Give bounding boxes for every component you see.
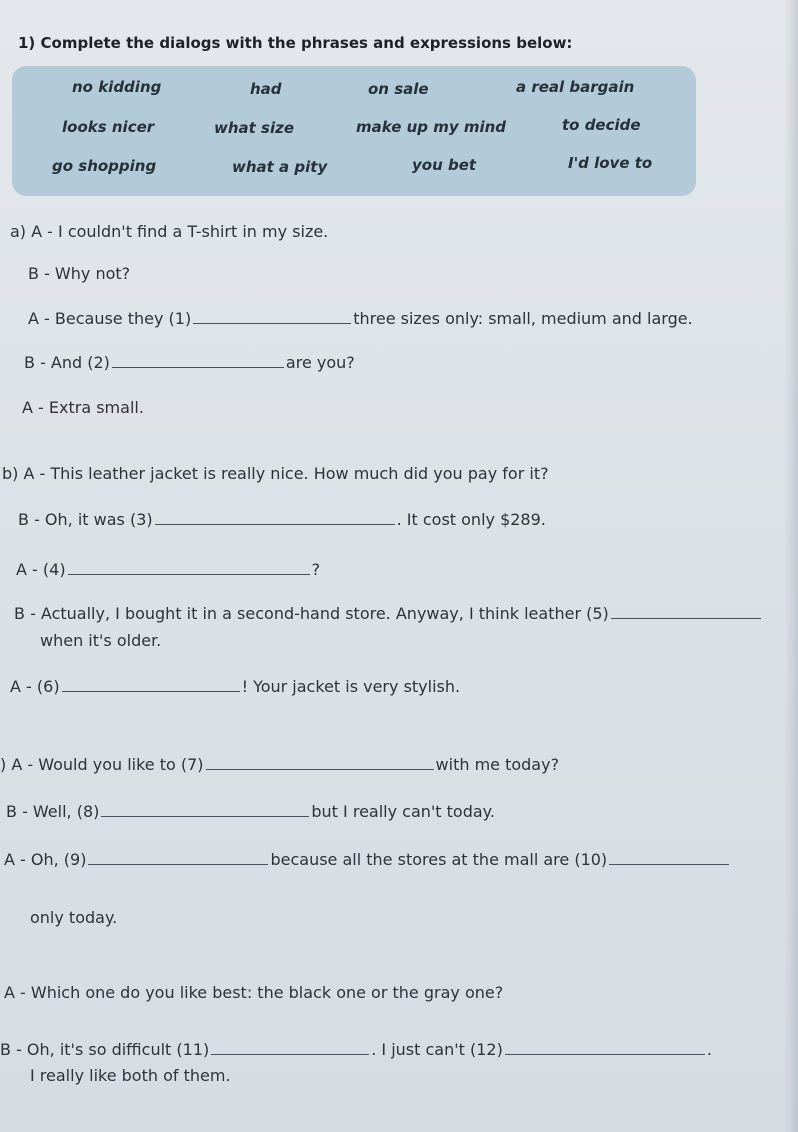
dialog-a-line-4: B - And (2) are you? (24, 353, 355, 372)
dialog-c-line-3: A - Oh, (9) because all the stores at the mall are (10) (4, 850, 731, 869)
answer-blank-10[interactable] (609, 863, 729, 865)
phrase-item: no kidding (72, 78, 162, 96)
answer-blank-8[interactable] (101, 815, 309, 817)
answer-blank-2[interactable] (112, 366, 284, 368)
phrase-item: I'd love to (568, 154, 653, 172)
answer-blank-5[interactable] (611, 617, 761, 619)
answer-blank-7[interactable] (206, 768, 434, 770)
dialog-d-line-2: B - Oh, it's so difficult (11) . I just can't (12) . (0, 1040, 712, 1059)
dialog-a-line-1: a) A - I couldn't find a T-shirt in my size. (10, 222, 329, 241)
dialog-a-line-3: A - Because they (1) three sizes only: small, medium and large. (28, 309, 693, 328)
phrase-bank (12, 66, 696, 196)
phrase-item: on sale (368, 80, 429, 98)
phrase-item: what a pity (232, 158, 328, 176)
phrase-item: looks nicer (62, 118, 155, 136)
phrase-item: to decide (562, 116, 641, 134)
dialog-c-line-1: ) A - Would you like to (7) with me today? (0, 755, 560, 774)
exercise-title: 1) Complete the dialogs with the phrases and expressions below: (18, 34, 573, 52)
dialog-b-line-1: b) A - This leather jacket is really nice. How much did you pay for it? (2, 464, 549, 483)
dialog-a-line-2: B - Why not? (28, 264, 131, 283)
answer-blank-11[interactable] (211, 1053, 369, 1055)
dialog-d-line-1: A - Which one do you like best: the black one or the gray one? (4, 983, 504, 1002)
answer-blank-9[interactable] (88, 863, 268, 865)
dialog-c-line-3-cont: only today. (30, 908, 118, 927)
answer-blank-3[interactable] (155, 523, 395, 525)
answer-blank-6[interactable] (62, 690, 240, 692)
phrase-item: a real bargain (516, 78, 635, 96)
phrase-item: you bet (412, 156, 477, 174)
dialog-b-line-4-cont: when it's older. (40, 631, 162, 650)
phrase-item: make up my mind (356, 118, 507, 136)
dialog-c-line-2: B - Well, (8) but I really can't today. (6, 802, 495, 821)
phrase-item: what size (214, 119, 295, 137)
answer-blank-12[interactable] (505, 1053, 705, 1055)
answer-blank-1[interactable] (193, 322, 351, 324)
dialog-a-line-5: A - Extra small. (22, 398, 144, 417)
phrase-item: had (250, 80, 282, 98)
dialog-b-line-3: A - (4) ? (16, 560, 321, 579)
phrase-item: go shopping (52, 157, 157, 175)
page-edge-shadow (784, 0, 798, 1132)
dialog-b-line-4: B - Actually, I bought it in a second-hand store. Anyway, I think leather (5) (14, 604, 763, 623)
dialog-b-line-5: A - (6) ! Your jacket is very stylish. (10, 677, 461, 696)
answer-blank-4[interactable] (68, 573, 310, 575)
dialog-d-line-3: I really like both of them. (30, 1066, 231, 1085)
dialog-b-line-2: B - Oh, it was (3) . It cost only $289. (18, 510, 546, 529)
